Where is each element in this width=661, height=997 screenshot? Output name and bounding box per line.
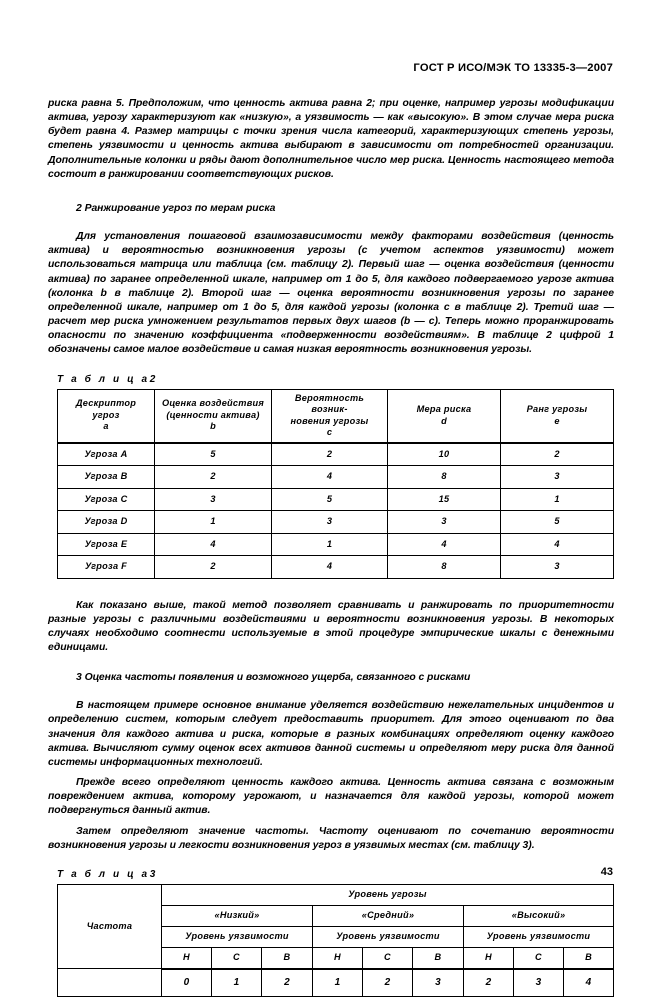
table-row (58, 511, 614, 534)
cell-descriptor: Угроза E (58, 533, 155, 556)
cell-rank: 2 (501, 443, 614, 466)
table-3-sublevel-low-v: В (262, 947, 313, 969)
table-2-col-threat-rank: Ранг угрозы e (501, 389, 614, 443)
table-3-sublevel-medium-v: В (413, 947, 464, 969)
paragraph-section2-body: Для установления пошаговой взаимозависимости между факторами воздействия (ценность актива) и вероятностью возникновения угрозы (с учетом аспектов уязвимости) может использоваться матрица или таблица (см. таблицу 2). Первый шаг — оценка воздействия (ценности актива) по заранее определенной шкале, например от 1 до 5, для каждого подвергаемого угрозе актива (колонка b в таблице 2). Второй шаг — оценка вероятности возникновения угрозы по заранее определенной шкале, например от 1 до 5, для каждой угрозы (колонка с в таблице 2). Третий шаг — расчет мер риска умножением результатов первых двух шагов (b — с). Теперь можно проранжировать опасности по значению коэффициента «подверженности воздействиям». В таблице 2 цифрой 1 обозначены самое малое воздействие и самая низкая вероятность возникновения угрозы. (48, 231, 614, 356)
table-3-value-high-c: 3 (514, 969, 564, 997)
table-row (58, 466, 614, 489)
table-3-vulnerability-header-low: Уровень уязвимости (162, 926, 313, 947)
cell-impact: 2 (155, 556, 272, 579)
cell-descriptor: Угроза A (58, 443, 155, 466)
cell-risk: 10 (388, 443, 501, 466)
table-row (58, 488, 614, 511)
cell-descriptor: Угроза F (58, 556, 155, 579)
table-3-sublevel-high-c: С (514, 947, 564, 969)
table-3-values-row (58, 969, 614, 997)
table-2-risk-ranking (57, 389, 614, 579)
table-3-value-medium-c: 2 (363, 969, 413, 997)
table-3-vulnerability-header-medium: Уровень уязвимости (313, 926, 464, 947)
table-3-caption (57, 869, 614, 880)
table-3-threat-level-high: «Высокий» (464, 905, 614, 926)
table-2-col-risk-measure: Мера риска d (388, 389, 501, 443)
table-2-col-likelihood: Вероятность возник- новения угрозы c (272, 389, 388, 443)
cell-impact: 2 (155, 466, 272, 489)
paragraph-section3-body2: Прежде всего определяют ценность каждого актива. Ценность актива связана с возможным повреждением актива, которому угрожают, и назначается для каждой угрозы, которой может подвергнуться данный актив. (48, 777, 614, 817)
table-row (58, 556, 614, 579)
cell-risk: 15 (388, 488, 501, 511)
heading-section-3: 3 Оценка частоты появления и возможного ущерба, связанного с рисками (76, 672, 471, 684)
cell-risk: 8 (388, 466, 501, 489)
cell-risk: 3 (388, 511, 501, 534)
table-3-sublevel-high-v: В (564, 947, 614, 969)
table-3-sublevel-high-n: Н (464, 947, 514, 969)
table-3-value-medium-v: 3 (413, 969, 464, 997)
table-3-threat-level-row (58, 884, 614, 905)
paragraph-section3-body3: Затем определяют значение частоты. Частоту оценивают по сочетанию вероятности возникновения угрозы и легкости возникновения угроз в уязвимых местах (см. таблицу 3). (48, 825, 614, 851)
table-3-value-medium-n: 1 (313, 969, 363, 997)
cell-rank: 1 (501, 488, 614, 511)
table-2-caption (57, 374, 614, 385)
cell-descriptor: Угроза C (58, 488, 155, 511)
table-3-caption-word: Т а б л и ц а (57, 868, 150, 880)
table-3-sublevel-medium-c: С (363, 947, 413, 969)
table-row (58, 443, 614, 466)
cell-descriptor: Угроза B (58, 466, 155, 489)
cell-likelihood: 4 (272, 556, 388, 579)
cell-likelihood: 1 (272, 533, 388, 556)
table-2-col-impact: Оценка воздействия (ценности актива) b (155, 389, 272, 443)
cell-impact: 3 (155, 488, 272, 511)
cell-risk: 4 (388, 533, 501, 556)
table-3-sublevel-low-c: С (212, 947, 262, 969)
table-3-sublevel-low-n: Н (162, 947, 212, 969)
table-3-value-low-c: 1 (212, 969, 262, 997)
cell-rank: 3 (501, 466, 614, 489)
cell-impact: 4 (155, 533, 272, 556)
cell-likelihood: 3 (272, 511, 388, 534)
cell-rank: 3 (501, 556, 614, 579)
page-number: 43 (600, 866, 613, 878)
table-3-threat-level-header: Уровень угрозы (162, 884, 614, 905)
table-row (58, 533, 614, 556)
table-3-frequency (57, 884, 614, 997)
table-3-value-high-v: 4 (564, 969, 614, 997)
cell-likelihood: 5 (272, 488, 388, 511)
cell-impact: 5 (155, 443, 272, 466)
table-2-caption-word: Т а б л и ц а (57, 373, 150, 385)
standard-header: ГОСТ Р ИСО/МЭК ТО 13335-3—2007 (413, 62, 613, 74)
document-content (48, 97, 614, 997)
cell-impact: 1 (155, 511, 272, 534)
cell-risk: 8 (388, 556, 501, 579)
cell-rank: 4 (501, 533, 614, 556)
table-3-sublevel-medium-n: Н (313, 947, 363, 969)
table-3-value-low-n: 0 (162, 969, 212, 997)
table-3-threat-level-medium: «Средний» (313, 905, 464, 926)
paragraph-after-table2: Как показано выше, такой метод позволяет сравнивать и ранжировать по приоритетности разные угрозы с различными воздействиями и вероятности возникновения угрозы. В некоторых случаях необходимо соотнести используемые в этой процедуре эмпирические шкалы с денежными единицами. (48, 599, 614, 653)
table-3-caption-number: 3 (149, 868, 156, 880)
table-3-threat-level-low: «Низкий» (162, 905, 313, 926)
table-3-frequency-label: Частота (58, 884, 162, 969)
table-2-caption-number: 2 (149, 373, 156, 385)
cell-likelihood: 4 (272, 466, 388, 489)
table-2-col-descriptor: Дескриптор угроз a (58, 389, 155, 443)
paragraph-intro: риска равна 5. Предположим, что ценность актива равна 2; при оценке, например угрозы модификации актива, угрозу характеризуют как «низкую», а уязвимость — как «высокую». В этом случае мера риска будет равна 4. Размер матрицы с точки зрения числа категорий, характеризующих степень угрозы, степень уязвимости и ценность актива выбирают в зависимости от потребностей организации. Дополнительные колонки и ряды дают дополнительное число мер риска. Ценность настоящего метода состоит в ранжировании соответствующих рисков. (48, 98, 614, 180)
table-3-value-low-v: 2 (262, 969, 313, 997)
table-3-values-empty-label (58, 969, 162, 997)
heading-section-2: 2 Ранжирование угроз по мерам риска (76, 202, 276, 214)
cell-descriptor: Угроза D (58, 511, 155, 534)
table-2-header-row (58, 389, 614, 443)
cell-rank: 5 (501, 511, 614, 534)
table-3-value-high-n: 2 (464, 969, 514, 997)
table-3-vulnerability-header-high: Уровень уязвимости (464, 926, 614, 947)
paragraph-section3-body1: В настоящем примере основное внимание уделяется воздействию нежелательных инцидентов и определению систем, которым следует предоставить приоритет. Для этого оценивают по два значения для каждого актива и риска, которые в разных комбинациях определяют оценку каждого актива. Вычисляют сумму оценок всех активов данной системы и определяют меру риска для данной системы информационных технологий. (48, 700, 614, 768)
cell-likelihood: 2 (272, 443, 388, 466)
